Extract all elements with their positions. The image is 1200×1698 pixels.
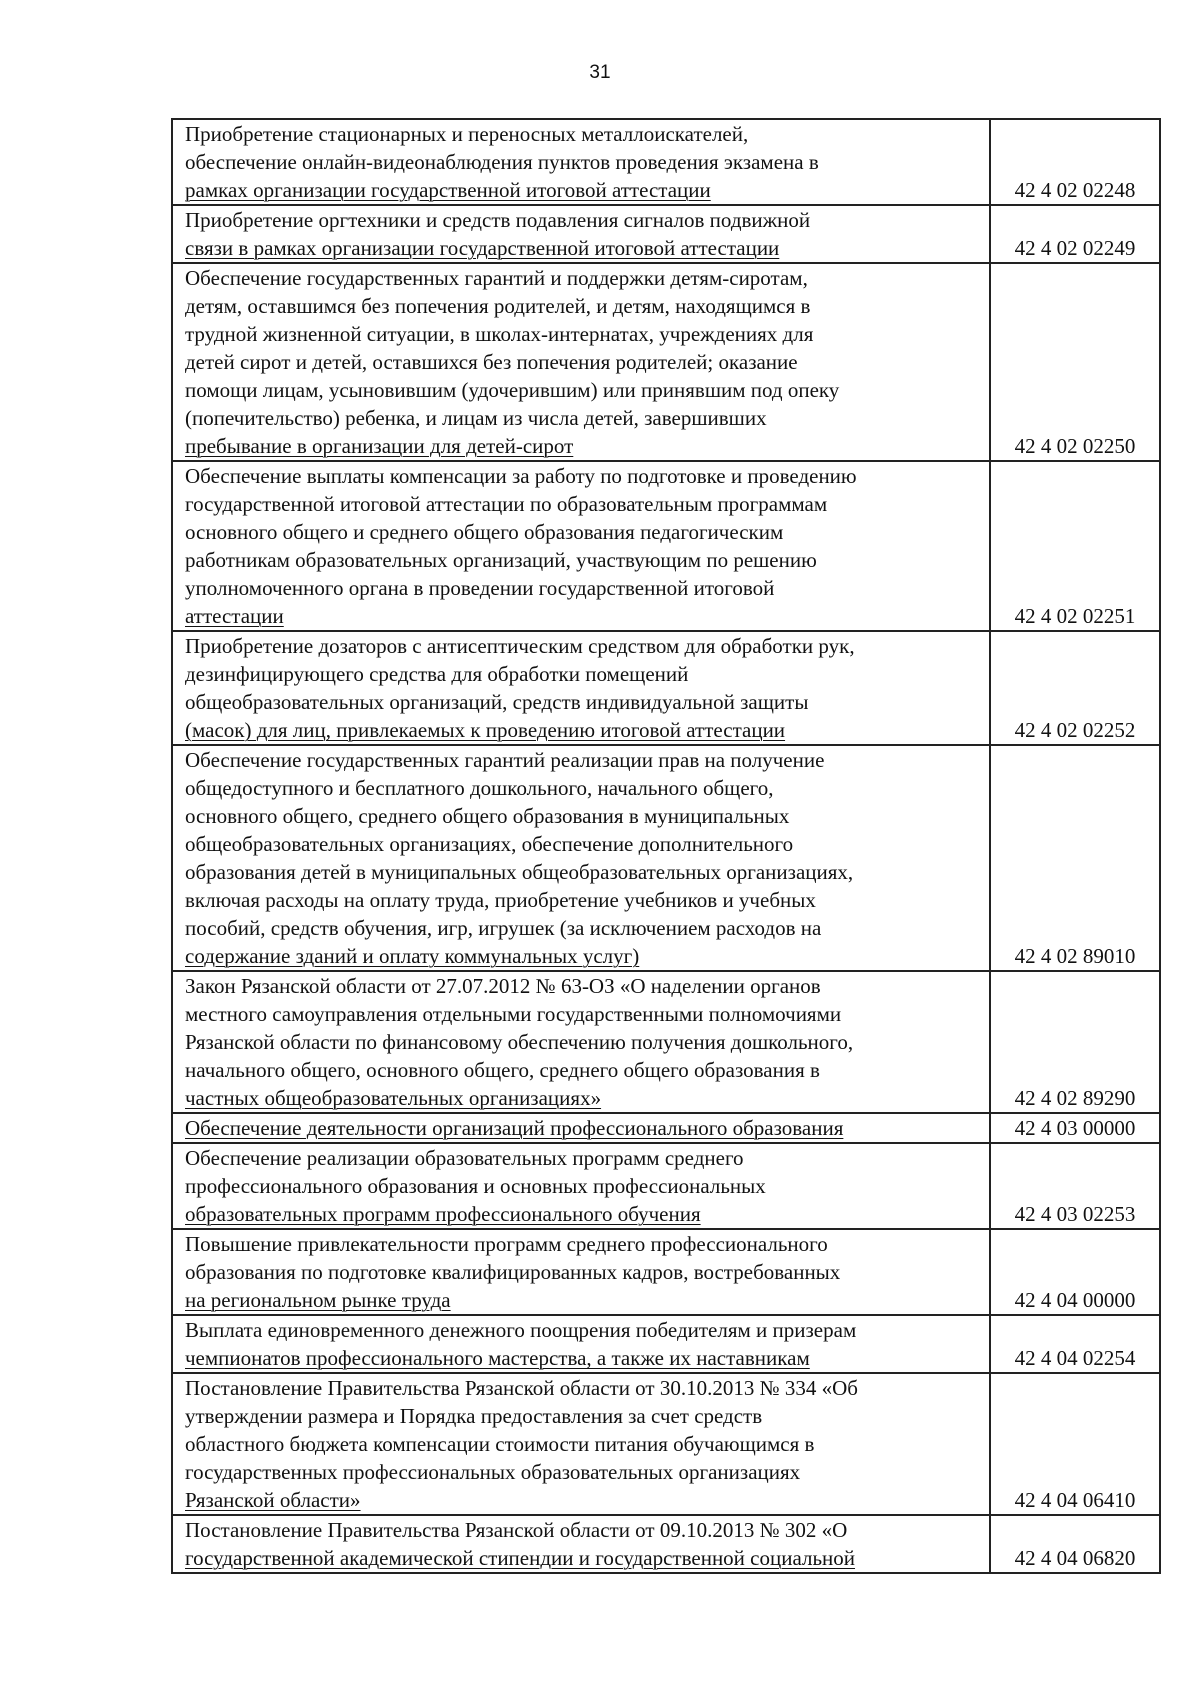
table-row [172,971,1160,1113]
row-code: 42 4 02 89290 [990,971,1160,1113]
description-line: дезинфицирующего средства для обработки помещений [185,662,689,686]
table-body [172,119,1160,1573]
description-line: Обеспечение деятельности организаций профессионального образования [185,1116,844,1140]
description-line: работникам образовательных организаций, участвующим по решению [185,548,817,572]
row-description [172,119,990,205]
description-line: чемпионатов профессионального мастерства, а также их наставникам [185,1346,810,1370]
description-line: содержание зданий и оплату коммунальных услуг) [185,944,640,968]
description-line: Повышение привлекательности программ среднего профессионального [185,1232,828,1256]
row-code: 42 4 02 02250 [990,263,1160,461]
description-line: детям, оставшимся без попечения родителей, и детям, находящимся в [185,294,811,318]
table-row [172,461,1160,631]
description-line: Постановление Правительства Рязанской области от 09.10.2013 № 302 «О [185,1518,848,1542]
description-line: Обеспечение государственных гарантий и поддержки детям-сиротам, [185,266,808,290]
row-description [172,1315,990,1373]
row-code: 42 4 02 02252 [990,631,1160,745]
row-code: 42 4 02 02248 [990,119,1160,205]
description-line: местного самоуправления отдельными государственными полномочиями [185,1002,842,1026]
description-line: общеобразовательных организациях, обеспечение дополнительного [185,832,794,856]
description-line: Обеспечение реализации образовательных программ среднего [185,1146,744,1170]
description-line: общедоступного и бесплатного дошкольного, начального общего, [185,776,774,800]
description-line: уполномоченного органа в проведении государственной итоговой [185,576,775,600]
row-description [172,971,990,1113]
table-row [172,1373,1160,1515]
row-description [172,1515,990,1573]
description-line: основного общего и среднего общего образования педагогическим [185,520,784,544]
row-description [172,1229,990,1315]
row-code: 42 4 04 06820 [990,1515,1160,1573]
row-code: 42 4 03 02253 [990,1143,1160,1229]
row-description [172,1373,990,1515]
description-line: государственной итоговой аттестации по образовательным программам [185,492,828,516]
description-line: государственных профессиональных образовательных организациях [185,1460,801,1484]
description-line: Выплата единовременного денежного поощрения победителям и призерам [185,1318,857,1342]
description-line: трудной жизненной ситуации, в школах-интернатах, учреждениях для [185,322,814,346]
description-line: частных общеобразовательных организациях» [185,1086,602,1110]
description-line: образования детей в муниципальных общеобразовательных организациях, [185,860,854,884]
description-line: включая расходы на оплату труда, приобретение учебников и учебных [185,888,816,912]
description-line: Приобретение стационарных и переносных металлоискателей, [185,122,749,146]
table-row [172,631,1160,745]
description-line: Рязанской области» [185,1488,361,1512]
table-row [172,205,1160,263]
description-line: связи в рамках организации государственной итоговой аттестации [185,236,780,260]
row-code: 42 4 04 02254 [990,1315,1160,1373]
table-row [172,1229,1160,1315]
row-description [172,745,990,971]
description-line: Обеспечение выплаты компенсации за работу по подготовке и проведению [185,464,857,488]
description-line: начального общего, основного общего, среднего общего образования в [185,1058,820,1082]
description-line: рамках организации государственной итоговой аттестации [185,178,711,202]
table-row [172,1315,1160,1373]
description-line: обеспечение онлайн-видеонаблюдения пунктов проведения экзамена в [185,150,819,174]
description-line: Приобретение оргтехники и средств подавления сигналов подвижной [185,208,811,232]
description-line: основного общего, среднего общего образования в муниципальных [185,804,790,828]
description-line: областного бюджета компенсации стоимости питания обучающимся в [185,1432,815,1456]
row-description [172,461,990,631]
description-line: Постановление Правительства Рязанской области от 30.10.2013 № 334 «Об [185,1376,858,1400]
row-code: 42 4 02 02251 [990,461,1160,631]
row-description [172,631,990,745]
table-row [172,263,1160,461]
description-line: общеобразовательных организаций, средств индивидуальной защиты [185,690,809,714]
description-line: Приобретение дозаторов с антисептическим средством для обработки рук, [185,634,855,658]
description-line: пребывание в организации для детей-сирот [185,434,574,458]
description-line: Рязанской области по финансовому обеспечению получения дошкольного, [185,1030,854,1054]
description-line: (масок) для лиц, привлекаемых к проведению итоговой аттестации [185,718,786,742]
table-row [172,1113,1160,1143]
description-line: профессионального образования и основных профессиональных [185,1174,766,1198]
description-line: пособий, средств обучения, игр, игрушек (за исключением расходов на [185,916,822,940]
row-code: 42 4 03 00000 [990,1113,1160,1143]
budget-classification-table [171,118,1161,1574]
description-line: (попечительство) ребенка, и лицам из числа детей, завершивших [185,406,767,430]
table-row [172,1515,1160,1573]
row-code: 42 4 04 06410 [990,1373,1160,1515]
description-line: образовательных программ профессионального обучения [185,1202,701,1226]
table-row [172,1143,1160,1229]
description-line: аттестации [185,604,284,628]
row-description [172,263,990,461]
row-code: 42 4 02 02249 [990,205,1160,263]
table-row [172,745,1160,971]
row-code: 42 4 02 89010 [990,745,1160,971]
row-description [172,1113,990,1143]
page-number: 31 [589,62,611,83]
row-description [172,1143,990,1229]
row-code: 42 4 04 00000 [990,1229,1160,1315]
description-line: утверждении размера и Порядка предоставления за счет средств [185,1404,763,1428]
description-line: Обеспечение государственных гарантий реализации прав на получение [185,748,825,772]
description-line: детей сирот и детей, оставшихся без попечения родителей; оказание [185,350,798,374]
description-line: на региональном рынке труда [185,1288,451,1312]
description-line: Закон Рязанской области от 27.07.2012 № 63-ОЗ «О наделении органов [185,974,821,998]
row-description [172,205,990,263]
table-row [172,119,1160,205]
description-line: государственной академической стипендии и государственной социальной [185,1546,856,1570]
description-line: помощи лицам, усыновившим (удочерившим) или принявшим под опеку [185,378,840,402]
description-line: образования по подготовке квалифицированных кадров, востребованных [185,1260,841,1284]
